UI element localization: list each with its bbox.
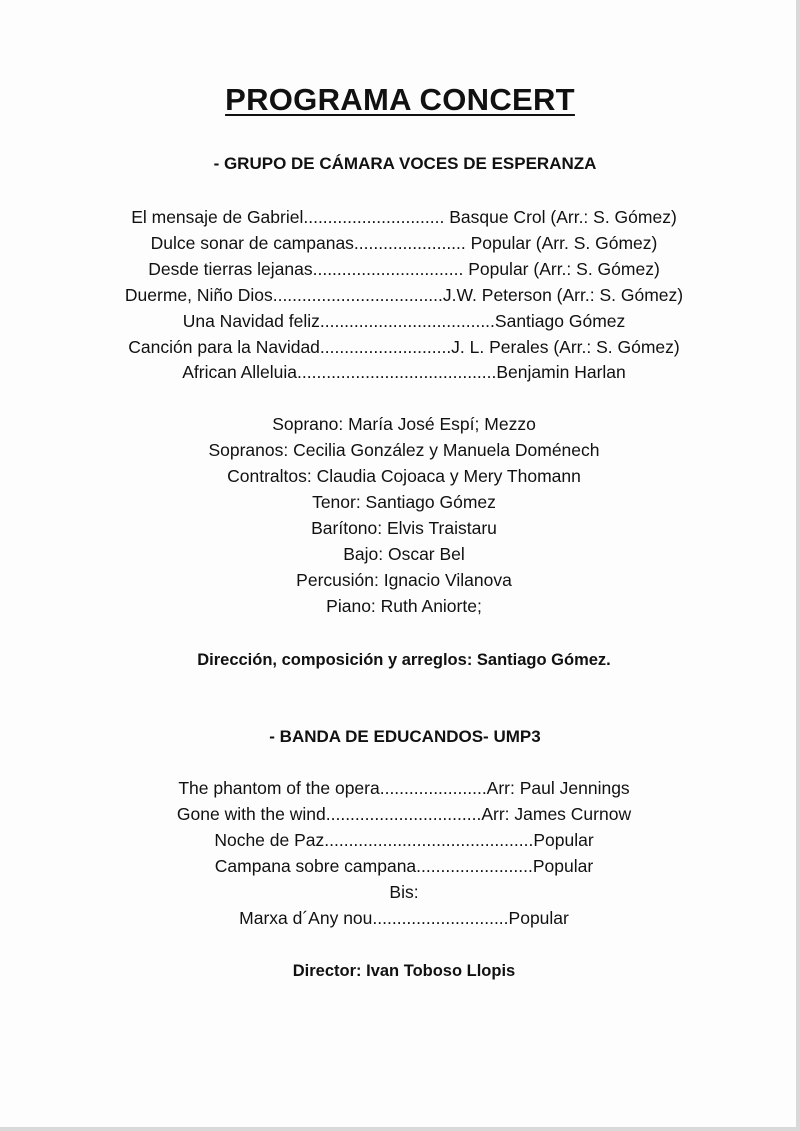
program-item: Noche de Paz...........................................Popular xyxy=(214,830,594,850)
program-item: The phantom of the opera......................Arr: Paul Jennings xyxy=(178,778,630,798)
performer-line: Tenor: Santiago Gómez xyxy=(312,492,496,512)
program-item: El mensaje de Gabriel............................. Basque Crol (Arr.: S. Gómez) xyxy=(131,207,677,227)
encore-label: Bis: xyxy=(389,882,419,902)
performer-line: Percusión: Ignacio Vilanova xyxy=(296,570,512,590)
program-item: Canción para la Navidad...........................J. L. Perales (Arr.: S. Gómez) xyxy=(128,337,680,357)
program-item: Desde tierras lejanas............................... Popular (Arr.: S. Gómez) xyxy=(148,259,660,279)
program-item: Marxa d´Any nou............................Popular xyxy=(239,908,569,928)
performer-line: Sopranos: Cecilia González y Manuela Doménech xyxy=(208,440,600,460)
program-item: Una Navidad feliz....................................Santiago Gómez xyxy=(182,311,626,331)
performer-line: Contraltos: Claudia Cojoaca y Mery Thomann xyxy=(227,466,581,486)
section-heading-band: - BANDA DE EDUCANDOS- UMP3 xyxy=(269,727,541,746)
performer-line: Barítono: Elvis Traistaru xyxy=(311,518,497,538)
performer-line: Soprano: María José Espí; Mezzo xyxy=(272,414,536,434)
performer-line: Piano: Ruth Aniorte; xyxy=(326,596,482,616)
program-item: Campana sobre campana........................Popular xyxy=(214,856,594,876)
page-title: PROGRAMA CONCERT xyxy=(225,82,575,117)
program-item: Duerme, Niño Dios...................................J.W. Peterson (Arr.: S. Gómez) xyxy=(124,285,684,305)
program-item: Gone with the wind................................Arr: James Curnow xyxy=(176,804,632,824)
choir-direction-credit: Dirección, composición y arreglos: Santiago Gómez. xyxy=(197,651,611,669)
band-director-credit: Director: Ivan Toboso Llopis xyxy=(292,962,516,980)
program-item: African Alleluia.........................................Benjamin Harlan xyxy=(182,362,626,382)
program-item: Dulce sonar de campanas....................... Popular (Arr. S. Gómez) xyxy=(150,233,658,253)
section-heading-choir: - GRUPO DE CÁMARA VOCES DE ESPERANZA xyxy=(213,154,597,173)
performer-line: Bajo: Oscar Bel xyxy=(343,544,465,564)
